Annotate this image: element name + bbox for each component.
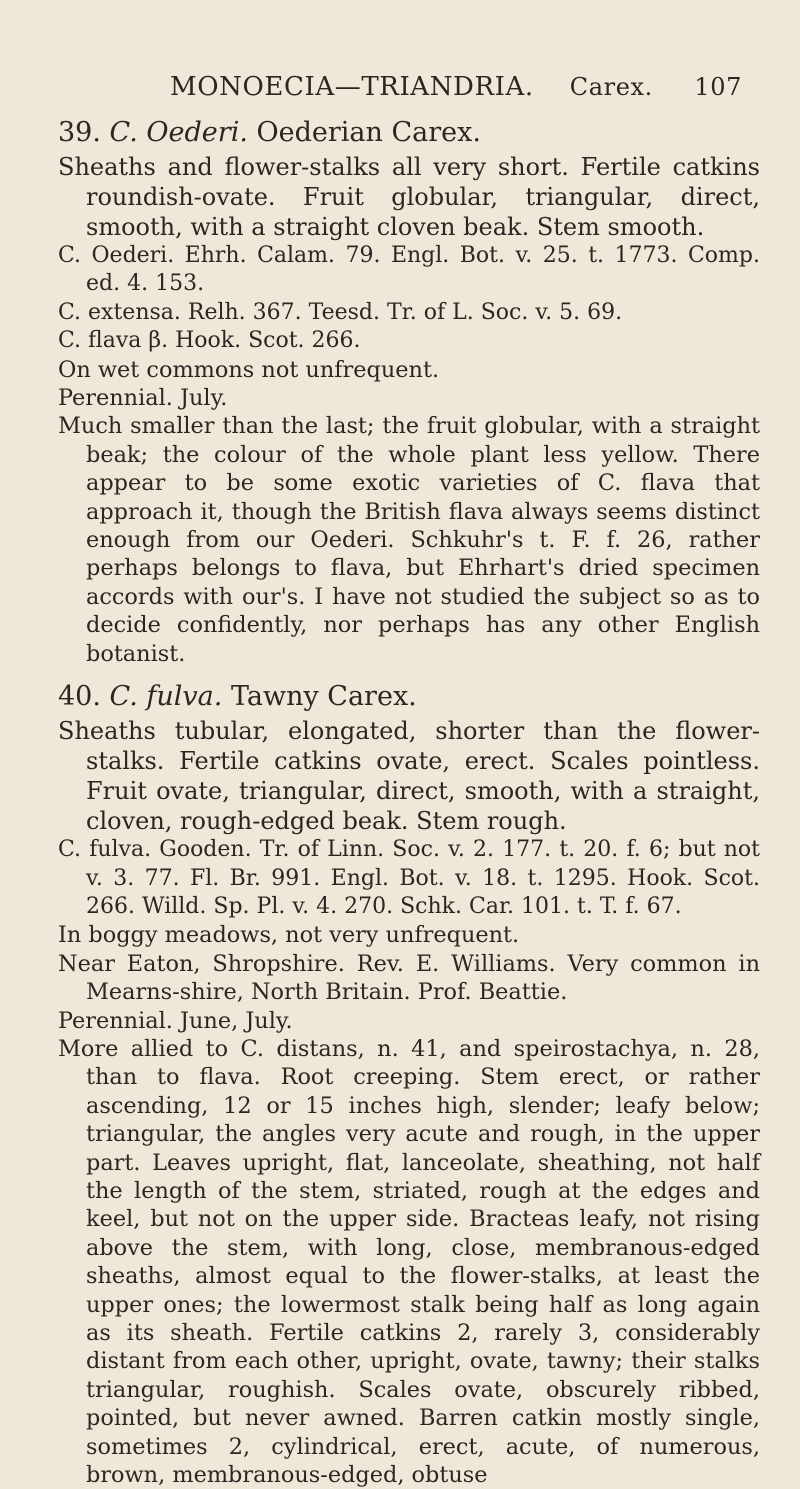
synonym-line: C. extensa. Relh. 367. Teesd. Tr. of L. Soc. v. 5. 69.	[58, 299, 623, 325]
species-number: 39.	[58, 117, 101, 148]
species-localities: Near Eaton, Shropshire. Rev. E. Williams. Very common in Mearns-shire, North Britain. Prof. Beattie.	[58, 950, 760, 1006]
species-remarks: Much smaller than the last; the fruit globular, with a straight beak; the colour of the whole plant less yellow. There appear to be some exotic varieties of C. flava that approach it, though the British flava always seems distinct enough from our Oederi. Schkuhr's t. F. f. 26, rather perhaps belongs to flava, but Ehrhart's dried specimen accords with our's. I have not studied the subject so as to decide confidently, nor perhaps has any other English botanist.	[58, 413, 760, 667]
species-common-name: Tawny Carex.	[230, 681, 417, 713]
species-heading	[58, 114, 760, 152]
species-diagnosis: Sheaths tubular, elongated, shorter than the flower-stalks. Fertile catkins ovate, erect. Scales pointless. Fruit ovate, triangular, direct, smooth, with a straight, cloven, rough-edged beak. Stem rough.	[58, 717, 760, 836]
running-title: MONOECIA—TRIANDRIA.	[170, 72, 534, 102]
species-common-name: Oederian Carex.	[256, 117, 481, 148]
synonym-line: C. flava β. Hook. Scot. 266.	[58, 328, 361, 354]
running-genus: Carex.	[569, 73, 653, 101]
species-number: 40.	[58, 681, 101, 713]
species-name: C. fulva.	[109, 681, 223, 713]
synonym-line: C. fulva. Gooden. Tr. of Linn. Soc. v. 2. 177. t. 20. f. 6; but not v. 3. 77. Fl. Br. 991. Engl. Bot. v. 18. t. 1295. Hook. Scot. 266. Willd. Sp. Pl. v. 4. 270. Schk. Car. 101. t. T. f. 67.	[58, 837, 761, 919]
species-habitat: On wet commons not unfrequent.	[58, 356, 440, 383]
running-header	[170, 72, 760, 102]
species-remarks: More allied to C. distans, n. 41, and speirostachya, n. 28, than to flava. Root creeping. Stem erect, or rather ascending, 12 or 15 inches high, slender; leafy below; triangular, the angles very acute and rough, in the upper part. Leaves upright, flat, lanceolate, sheathing, not half the length of the stem, striated, rough at the edges and keel, but not on the upper side. Bracteas leafy, not rising above the stem, with long, close, membranous-edged sheaths, almost equal to the flower-stalks, at least the upper ones; the lowermost stalk being half as long again as its sheath. Fertile catkins 2, rarely 3, considerably distant from each other, upright, ovate, tawny; their stalks triangular, roughish. Scales ovate, obscurely ribbed, pointed, but never awned. Barren catkin mostly single, sometimes 2, cylindrical, erect, acute, of numerous, brown, membranous-edged, obtuse	[58, 1035, 760, 1489]
species-duration: Perennial. July.	[58, 385, 228, 412]
species-name: C. Oederi.	[109, 117, 248, 148]
species-entry-40	[58, 678, 760, 1489]
species-duration: Perennial. June, July.	[58, 1007, 293, 1034]
species-entry-39	[58, 114, 760, 668]
species-heading	[58, 678, 760, 716]
species-diagnosis: Sheaths and flower-stalks all very short. Fertile catkins roundish-ovate. Fruit globular, triangular, direct, smooth, with a straight cloven beak. Stem smooth.	[58, 153, 760, 241]
page-number: 107	[694, 73, 742, 101]
synonym-line: C. Oederi. Ehrh. Calam. 79. Engl. Bot. v. 25. t. 1773. Comp. ed. 4. 153.	[58, 243, 760, 297]
page-content	[58, 114, 760, 1489]
species-habitat: In boggy meadows, not very unfrequent.	[58, 922, 520, 949]
